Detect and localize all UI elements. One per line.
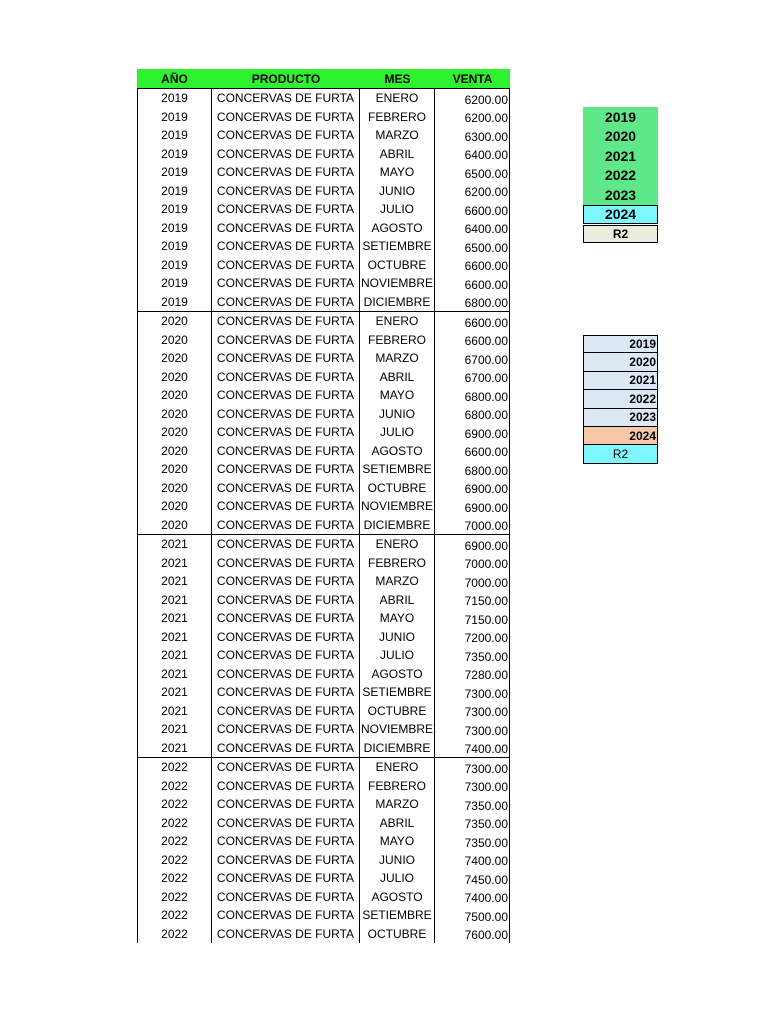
cell-mes[interactable]: NOVIEMBRE (360, 497, 435, 516)
year-list-blue-item[interactable]: 2024 (583, 427, 658, 445)
cell-venta[interactable]: 6500.00 (435, 163, 510, 182)
cell-mes[interactable]: MARZO (360, 795, 435, 814)
table-header-row (137, 69, 510, 88)
cell-producto[interactable]: CONCERVAS DE FURTA (212, 665, 360, 684)
cell-producto[interactable]: CONCERVAS DE FURTA (212, 423, 360, 442)
year-list-green-item[interactable]: 2020 (583, 127, 658, 147)
table-row (137, 814, 510, 833)
cell-anio[interactable]: 2021 (137, 554, 212, 573)
year-list-green-item[interactable]: 2023 (583, 185, 658, 205)
cell-venta[interactable]: 6400.00 (435, 219, 510, 238)
cell-anio[interactable]: 2019 (137, 182, 212, 201)
table-row (137, 683, 510, 702)
cell-anio[interactable]: 2020 (137, 460, 212, 479)
table-row (137, 869, 510, 888)
cell-venta[interactable]: 7150.00 (435, 591, 510, 610)
cell-mes[interactable]: FEBRERO (360, 108, 435, 127)
cell-producto[interactable]: CONCERVAS DE FURTA (212, 163, 360, 182)
table-row (137, 349, 510, 368)
cell-venta[interactable]: 7000.00 (435, 516, 510, 535)
table-row (137, 720, 510, 739)
cell-anio[interactable]: 2021 (137, 646, 212, 665)
cell-mes[interactable]: AGOSTO (360, 665, 435, 684)
cell-venta[interactable]: 7350.00 (435, 832, 510, 851)
cell-venta[interactable]: 7450.00 (435, 869, 510, 888)
table-row (137, 757, 510, 777)
cell-anio[interactable]: 2021 (137, 665, 212, 684)
cell-producto[interactable]: CONCERVAS DE FURTA (212, 460, 360, 479)
year-list-green-item[interactable]: 2021 (583, 146, 658, 166)
cell-producto[interactable]: CONCERVAS DE FURTA (212, 293, 360, 312)
cell-mes[interactable]: DICIEMBRE (360, 516, 435, 535)
table-row (137, 237, 510, 256)
cell-venta[interactable]: 7400.00 (435, 851, 510, 870)
table-row (137, 88, 510, 108)
cell-mes[interactable]: SETIEMBRE (360, 237, 435, 256)
cell-venta[interactable]: 6900.00 (435, 423, 510, 442)
cell-venta[interactable]: 7350.00 (435, 795, 510, 814)
cell-anio[interactable]: 2021 (137, 702, 212, 721)
cell-producto[interactable]: CONCERVAS DE FURTA (212, 758, 360, 777)
table-row (137, 554, 510, 573)
cell-venta[interactable]: 6600.00 (435, 274, 510, 293)
cell-producto[interactable]: CONCERVAS DE FURTA (212, 108, 360, 127)
cell-venta[interactable]: 7300.00 (435, 683, 510, 702)
cell-venta[interactable]: 6600.00 (435, 312, 510, 331)
cell-anio[interactable]: 2020 (137, 516, 212, 535)
cell-mes[interactable]: FEBRERO (360, 554, 435, 573)
cell-anio[interactable]: 2019 (137, 145, 212, 164)
cell-anio[interactable]: 2022 (137, 795, 212, 814)
year-list-blue (583, 335, 658, 464)
table-row (137, 516, 510, 535)
cell-venta[interactable]: 6700.00 (435, 368, 510, 387)
table-row (137, 591, 510, 610)
cell-producto[interactable]: CONCERVAS DE FURTA (212, 702, 360, 721)
cell-mes[interactable]: SETIEMBRE (360, 460, 435, 479)
cell-venta[interactable]: 6600.00 (435, 442, 510, 461)
cell-anio[interactable]: 2022 (137, 906, 212, 925)
table-row (137, 646, 510, 665)
cell-mes[interactable]: ENERO (360, 758, 435, 777)
cell-anio[interactable]: 2020 (137, 405, 212, 424)
cell-anio[interactable]: 2020 (137, 423, 212, 442)
table-row (137, 368, 510, 387)
cell-mes[interactable]: MAYO (360, 832, 435, 851)
cell-producto[interactable]: CONCERVAS DE FURTA (212, 200, 360, 219)
cell-anio[interactable]: 2022 (137, 851, 212, 870)
cell-producto[interactable]: CONCERVAS DE FURTA (212, 851, 360, 870)
cell-producto[interactable]: CONCERVAS DE FURTA (212, 683, 360, 702)
cell-venta[interactable]: 7400.00 (435, 888, 510, 907)
cell-anio[interactable]: 2020 (137, 479, 212, 498)
cell-mes[interactable]: AGOSTO (360, 442, 435, 461)
table-row (137, 534, 510, 554)
cell-venta[interactable]: 6400.00 (435, 145, 510, 164)
cell-anio[interactable]: 2021 (137, 535, 212, 554)
cell-mes[interactable]: MARZO (360, 126, 435, 145)
cell-producto[interactable]: CONCERVAS DE FURTA (212, 349, 360, 368)
cell-anio[interactable]: 2022 (137, 832, 212, 851)
cell-producto[interactable]: CONCERVAS DE FURTA (212, 739, 360, 758)
cell-venta[interactable]: 7000.00 (435, 572, 510, 591)
cell-venta[interactable]: 6300.00 (435, 126, 510, 145)
table-body (137, 88, 510, 943)
cell-anio[interactable]: 2019 (137, 108, 212, 127)
cell-venta[interactable]: 7300.00 (435, 720, 510, 739)
table-row (137, 851, 510, 870)
cell-producto[interactable]: CONCERVAS DE FURTA (212, 516, 360, 535)
cell-venta[interactable]: 6600.00 (435, 256, 510, 275)
cell-producto[interactable]: CONCERVAS DE FURTA (212, 814, 360, 833)
cell-mes[interactable]: MARZO (360, 349, 435, 368)
cell-mes[interactable]: JUNIO (360, 405, 435, 424)
cell-venta[interactable]: 6200.00 (435, 182, 510, 201)
cell-producto[interactable]: CONCERVAS DE FURTA (212, 795, 360, 814)
cell-producto[interactable]: CONCERVAS DE FURTA (212, 720, 360, 739)
cell-venta[interactable]: 6900.00 (435, 479, 510, 498)
cell-mes[interactable]: ENERO (360, 535, 435, 554)
cell-venta[interactable]: 7350.00 (435, 814, 510, 833)
table-row (137, 702, 510, 721)
table-row (137, 460, 510, 479)
sales-table (137, 69, 510, 943)
cell-mes[interactable]: ABRIL (360, 814, 435, 833)
cell-mes[interactable]: JULIO (360, 423, 435, 442)
cell-mes[interactable]: AGOSTO (360, 219, 435, 238)
table-row (137, 925, 510, 944)
year-list-green (583, 107, 658, 243)
cell-mes[interactable]: OCTUBRE (360, 256, 435, 275)
cell-anio[interactable]: 2022 (137, 925, 212, 944)
cell-producto[interactable]: CONCERVAS DE FURTA (212, 609, 360, 628)
cell-anio[interactable]: 2021 (137, 591, 212, 610)
cell-mes[interactable]: SETIEMBRE (360, 906, 435, 925)
cell-producto[interactable]: CONCERVAS DE FURTA (212, 237, 360, 256)
year-list-blue-item[interactable]: 2022 (583, 390, 658, 408)
cell-producto[interactable]: CONCERVAS DE FURTA (212, 535, 360, 554)
cell-anio[interactable]: 2019 (137, 274, 212, 293)
year-list-blue-item[interactable]: 2020 (583, 353, 658, 371)
cell-producto[interactable]: CONCERVAS DE FURTA (212, 312, 360, 331)
table-row (137, 145, 510, 164)
header-venta[interactable]: VENTA (452, 71, 493, 86)
cell-producto[interactable]: CONCERVAS DE FURTA (212, 628, 360, 647)
cell-mes[interactable]: OCTUBRE (360, 702, 435, 721)
table-row (137, 497, 510, 516)
cell-mes[interactable]: FEBRERO (360, 777, 435, 796)
cell-anio[interactable]: 2019 (137, 163, 212, 182)
header-mes[interactable]: MES (384, 71, 411, 86)
cell-mes[interactable]: SETIEMBRE (360, 683, 435, 702)
year-list-green-item[interactable]: 2022 (583, 166, 658, 186)
year-list-blue-item[interactable]: 2021 (583, 372, 658, 390)
cell-producto[interactable]: CONCERVAS DE FURTA (212, 126, 360, 145)
cell-anio[interactable]: 2020 (137, 349, 212, 368)
cell-anio[interactable]: 2020 (137, 386, 212, 405)
cell-anio[interactable]: 2019 (137, 200, 212, 219)
cell-producto[interactable]: CONCERVAS DE FURTA (212, 182, 360, 201)
cell-anio[interactable]: 2019 (137, 256, 212, 275)
table-row (137, 293, 510, 312)
table-row (137, 274, 510, 293)
year-list-green-r2[interactable]: R2 (583, 225, 658, 243)
cell-producto[interactable]: CONCERVAS DE FURTA (212, 888, 360, 907)
cell-venta[interactable]: 6600.00 (435, 200, 510, 219)
cell-venta[interactable]: 7150.00 (435, 609, 510, 628)
cell-venta[interactable]: 6800.00 (435, 405, 510, 424)
cell-producto[interactable]: CONCERVAS DE FURTA (212, 145, 360, 164)
cell-mes[interactable]: FEBRERO (360, 331, 435, 350)
cell-mes[interactable]: JULIO (360, 646, 435, 665)
table-row (137, 628, 510, 647)
cell-anio[interactable]: 2019 (137, 219, 212, 238)
cell-mes[interactable]: ENERO (360, 312, 435, 331)
cell-anio[interactable]: 2020 (137, 442, 212, 461)
cell-anio[interactable]: 2019 (137, 89, 212, 108)
cell-mes[interactable]: JUNIO (360, 628, 435, 647)
cell-mes[interactable]: JULIO (360, 200, 435, 219)
cell-producto[interactable]: CONCERVAS DE FURTA (212, 256, 360, 275)
cell-anio[interactable]: 2021 (137, 628, 212, 647)
table-row (137, 331, 510, 350)
table-row (137, 219, 510, 238)
table-row (137, 182, 510, 201)
cell-producto[interactable]: CONCERVAS DE FURTA (212, 405, 360, 424)
cell-venta[interactable]: 7280.00 (435, 665, 510, 684)
header-producto[interactable]: PRODUCTO (251, 71, 321, 86)
cell-venta[interactable]: 7000.00 (435, 554, 510, 573)
cell-anio[interactable]: 2022 (137, 888, 212, 907)
cell-venta[interactable]: 6900.00 (435, 535, 510, 554)
cell-mes[interactable]: JUNIO (360, 851, 435, 870)
cell-venta[interactable]: 6700.00 (435, 349, 510, 368)
table-row (137, 126, 510, 145)
cell-producto[interactable]: CONCERVAS DE FURTA (212, 925, 360, 944)
table-row (137, 777, 510, 796)
cell-mes[interactable]: OCTUBRE (360, 925, 435, 944)
cell-producto[interactable]: CONCERVAS DE FURTA (212, 869, 360, 888)
cell-mes[interactable]: ENERO (360, 89, 435, 108)
cell-producto[interactable]: CONCERVAS DE FURTA (212, 832, 360, 851)
cell-producto[interactable]: CONCERVAS DE FURTA (212, 906, 360, 925)
table-row (137, 665, 510, 684)
cell-producto[interactable]: CONCERVAS DE FURTA (212, 777, 360, 796)
cell-anio[interactable]: 2020 (137, 368, 212, 387)
cell-mes[interactable]: ABRIL (360, 368, 435, 387)
cell-mes[interactable]: AGOSTO (360, 888, 435, 907)
cell-anio[interactable]: 2021 (137, 739, 212, 758)
cell-anio[interactable]: 2019 (137, 293, 212, 312)
cell-venta[interactable]: 7600.00 (435, 925, 510, 944)
cell-mes[interactable]: JULIO (360, 869, 435, 888)
cell-producto[interactable]: CONCERVAS DE FURTA (212, 274, 360, 293)
cell-venta[interactable]: 7300.00 (435, 758, 510, 777)
cell-venta[interactable]: 6800.00 (435, 460, 510, 479)
year-list-blue-item[interactable]: 2019 (583, 335, 658, 353)
cell-venta[interactable]: 6200.00 (435, 108, 510, 127)
table-row (137, 423, 510, 442)
cell-anio[interactable]: 2021 (137, 572, 212, 591)
cell-mes[interactable]: DICIEMBRE (360, 739, 435, 758)
cell-producto[interactable]: CONCERVAS DE FURTA (212, 219, 360, 238)
table-row (137, 442, 510, 461)
cell-mes[interactable]: MARZO (360, 572, 435, 591)
year-list-blue-item[interactable]: 2023 (583, 409, 658, 427)
table-row (137, 163, 510, 182)
cell-anio[interactable]: 2019 (137, 126, 212, 145)
table-row (137, 888, 510, 907)
cell-venta[interactable]: 7400.00 (435, 739, 510, 758)
cell-anio[interactable]: 2020 (137, 331, 212, 350)
cell-mes[interactable]: JUNIO (360, 182, 435, 201)
cell-anio[interactable]: 2020 (137, 497, 212, 516)
cell-mes[interactable]: MAYO (360, 609, 435, 628)
table-row (137, 200, 510, 219)
table-row (137, 311, 510, 331)
cell-producto[interactable]: CONCERVAS DE FURTA (212, 646, 360, 665)
table-row (137, 906, 510, 925)
cell-producto[interactable]: CONCERVAS DE FURTA (212, 368, 360, 387)
cell-venta[interactable]: 6200.00 (435, 89, 510, 108)
table-row (137, 832, 510, 851)
cell-venta[interactable]: 7350.00 (435, 646, 510, 665)
cell-anio[interactable]: 2021 (137, 683, 212, 702)
year-list-blue-r2[interactable]: R2 (583, 445, 658, 463)
table-row (137, 108, 510, 127)
table-row (137, 479, 510, 498)
cell-anio[interactable]: 2022 (137, 814, 212, 833)
cell-producto[interactable]: CONCERVAS DE FURTA (212, 331, 360, 350)
cell-mes[interactable]: NOVIEMBRE (360, 720, 435, 739)
cell-anio[interactable]: 2022 (137, 777, 212, 796)
cell-producto[interactable]: CONCERVAS DE FURTA (212, 442, 360, 461)
cell-anio[interactable]: 2022 (137, 869, 212, 888)
cell-venta[interactable]: 7300.00 (435, 777, 510, 796)
table-row (137, 405, 510, 424)
cell-mes[interactable]: OCTUBRE (360, 479, 435, 498)
cell-producto[interactable]: CONCERVAS DE FURTA (212, 479, 360, 498)
cell-venta[interactable]: 6800.00 (435, 386, 510, 405)
table-row (137, 795, 510, 814)
cell-venta[interactable]: 7300.00 (435, 702, 510, 721)
cell-venta[interactable]: 6800.00 (435, 293, 510, 312)
cell-mes[interactable]: ABRIL (360, 591, 435, 610)
cell-mes[interactable]: DICIEMBRE (360, 293, 435, 312)
table-row (137, 572, 510, 591)
cell-mes[interactable]: ABRIL (360, 145, 435, 164)
cell-anio[interactable]: 2022 (137, 758, 212, 777)
cell-producto[interactable]: CONCERVAS DE FURTA (212, 386, 360, 405)
cell-anio[interactable]: 2021 (137, 720, 212, 739)
cell-anio[interactable]: 2021 (137, 609, 212, 628)
year-list-green-item[interactable]: 2024 (583, 205, 658, 225)
cell-venta[interactable]: 7200.00 (435, 628, 510, 647)
cell-mes[interactable]: MAYO (360, 386, 435, 405)
header-anio[interactable]: AÑO (161, 71, 188, 86)
cell-venta[interactable]: 6500.00 (435, 237, 510, 256)
cell-producto[interactable]: CONCERVAS DE FURTA (212, 572, 360, 591)
cell-venta[interactable]: 7500.00 (435, 906, 510, 925)
cell-anio[interactable]: 2020 (137, 312, 212, 331)
cell-producto[interactable]: CONCERVAS DE FURTA (212, 89, 360, 108)
table-row (137, 256, 510, 275)
table-row (137, 739, 510, 758)
cell-mes[interactable]: MAYO (360, 163, 435, 182)
year-list-green-item[interactable]: 2019 (583, 107, 658, 127)
table-row (137, 609, 510, 628)
cell-venta[interactable]: 6600.00 (435, 331, 510, 350)
cell-anio[interactable]: 2019 (137, 237, 212, 256)
table-row (137, 386, 510, 405)
cell-producto[interactable]: CONCERVAS DE FURTA (212, 591, 360, 610)
cell-mes[interactable]: NOVIEMBRE (360, 274, 435, 293)
cell-producto[interactable]: CONCERVAS DE FURTA (212, 497, 360, 516)
cell-venta[interactable]: 6900.00 (435, 497, 510, 516)
cell-producto[interactable]: CONCERVAS DE FURTA (212, 554, 360, 573)
